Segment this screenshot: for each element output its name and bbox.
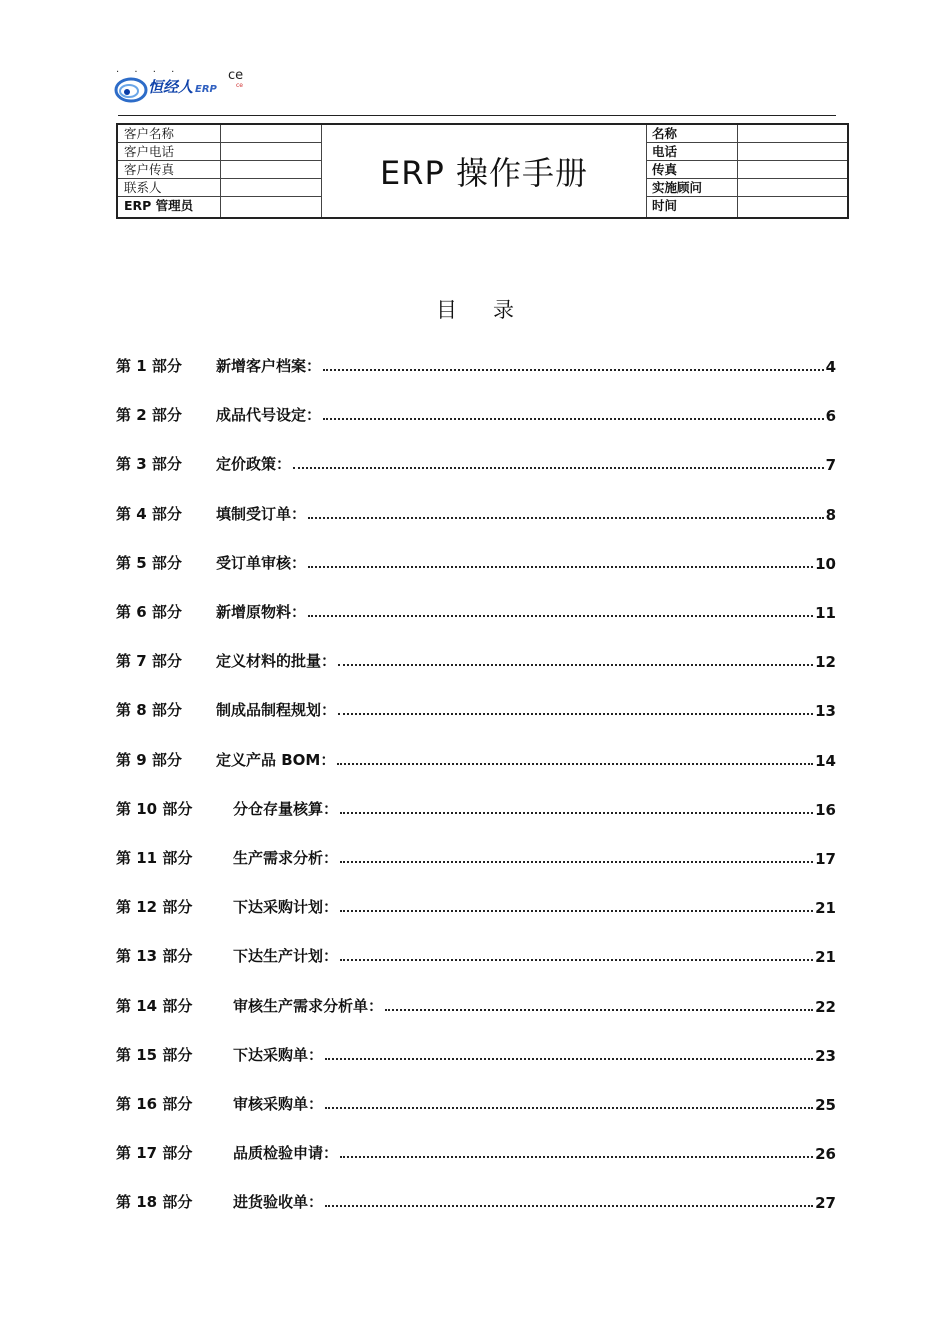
toc-entry-title: 下达采购单： [233, 1045, 324, 1064]
value-time[interactable] [737, 197, 847, 217]
toc-dot-leader [323, 369, 824, 371]
toc-part-label: 第 6 部分 [116, 603, 182, 621]
label-consultant: 实施顾问 [646, 179, 737, 197]
header-rule [118, 115, 836, 116]
toc-part-label: 第 1 部分 [116, 357, 182, 375]
toc-entry[interactable] [116, 992, 836, 1016]
toc-dot-leader [385, 1009, 813, 1011]
toc-entry[interactable] [116, 795, 836, 819]
toc-entry-title: 受订单审核： [216, 553, 307, 572]
toc-page-number: 26 [815, 1145, 836, 1164]
toc-page-number: 12 [815, 653, 836, 672]
toc-entry-title: 定价政策： [216, 455, 292, 474]
toc-entry-title: 进货验收单： [233, 1193, 324, 1212]
toc-dot-leader [340, 861, 813, 863]
right-value-column [737, 125, 847, 217]
toc-page-number: 25 [815, 1096, 836, 1114]
company-logo [110, 62, 255, 104]
toc-part-label: 第 12 部分 [116, 898, 193, 917]
toc-dot-leader [325, 1107, 813, 1109]
toc-page-number: 13 [815, 702, 836, 721]
toc-entry[interactable] [116, 647, 836, 671]
label-name: 名称 [646, 125, 737, 143]
toc-page-number: 21 [815, 948, 836, 967]
toc-entry-title: 成品代号设定： [216, 406, 322, 425]
toc-part-label: 第 10 部分 [116, 799, 193, 818]
manual-title: ERP 操作手册 [380, 154, 588, 192]
toc-entry[interactable] [116, 401, 836, 425]
toc-entry[interactable] [116, 1139, 836, 1163]
toc-entry-title: 填制受订单： [216, 504, 307, 523]
toc-page-number: 22 [815, 997, 836, 1016]
toc-page-number: 11 [815, 604, 836, 622]
toc-part-label: 第 17 部分 [116, 1144, 193, 1163]
toc-title: 目录 [436, 298, 550, 322]
toc-dot-leader [340, 959, 813, 961]
toc-page-number: 6 [825, 407, 836, 426]
toc-page-number: 27 [815, 1194, 836, 1213]
right-label-column [646, 125, 737, 217]
customer-info-table [116, 123, 849, 219]
left-value-column [220, 125, 321, 217]
value-customer-name[interactable] [220, 125, 321, 143]
toc-dot-leader [340, 910, 813, 912]
toc-entry[interactable] [116, 598, 836, 622]
toc-entry[interactable] [116, 500, 836, 524]
toc-part-label: 第 4 部分 [116, 504, 182, 523]
toc-entry-title: 制成品制程规划： [216, 701, 337, 720]
label-phone: 电话 [646, 143, 737, 161]
toc-dot-leader [308, 517, 824, 519]
toc-entry-title: 下达采购计划： [233, 898, 339, 917]
toc-entry-title: 品质检验申请： [233, 1144, 339, 1163]
logo-sub: ce [236, 82, 243, 89]
toc-entry-title: 定义材料的批量： [216, 652, 337, 671]
toc-page-number: 4 [825, 358, 836, 376]
toc-part-label: 第 9 部分 [116, 750, 182, 769]
toc-part-label: 第 3 部分 [116, 455, 182, 474]
toc-dot-leader [338, 664, 813, 666]
toc-dot-leader [325, 1058, 813, 1060]
value-contact[interactable] [220, 179, 321, 197]
left-label-column [118, 125, 220, 217]
toc-dot-leader [308, 566, 813, 568]
toc-part-label: 第 2 部分 [116, 406, 182, 425]
toc-part-label: 第 13 部分 [116, 947, 193, 966]
toc-entry-title: 审核生产需求分析单： [233, 996, 384, 1015]
toc-part-label: 第 11 部分 [116, 849, 193, 867]
toc-page-number: 23 [815, 1046, 836, 1065]
toc-entry-title: 生产需求分析： [233, 849, 339, 867]
toc-part-label: 第 16 部分 [116, 1095, 193, 1113]
toc-entry[interactable] [116, 746, 836, 770]
value-erp-admin[interactable] [220, 197, 321, 217]
toc-dot-leader [337, 763, 813, 765]
toc-dot-leader [293, 467, 824, 469]
toc-entry[interactable] [116, 549, 836, 573]
label-customer-phone: 客户电话 [118, 143, 220, 161]
toc-entry[interactable] [116, 1188, 836, 1212]
toc-dot-leader [340, 812, 813, 814]
label-customer-name: 客户名称 [118, 125, 220, 143]
toc-page-number: 7 [825, 456, 836, 475]
toc-page-number: 10 [815, 554, 836, 573]
toc-entry[interactable] [116, 942, 836, 966]
value-customer-phone[interactable] [220, 143, 321, 161]
logo-wordmark: 恒经人 ERP [148, 78, 217, 96]
toc-entry[interactable] [116, 893, 836, 917]
toc-page-number: 17 [815, 850, 836, 868]
toc-entry[interactable] [116, 844, 836, 868]
toc-entry-title: 新增原物料： [216, 603, 307, 621]
label-erp-admin: ERP 管理员 [124, 198, 194, 213]
value-fax[interactable] [737, 161, 847, 179]
label-fax: 传真 [646, 161, 737, 179]
toc-part-label: 第 14 部分 [116, 996, 193, 1015]
logo-dots: · · · · [116, 67, 181, 78]
toc-entry[interactable] [116, 450, 836, 474]
toc-entry-title: 下达生产计划： [233, 947, 339, 966]
label-contact: 联系人 [118, 179, 220, 197]
toc-part-label: 第 15 部分 [116, 1045, 193, 1064]
toc-dot-leader [323, 418, 824, 420]
value-phone[interactable] [737, 143, 847, 161]
toc-page-number: 16 [815, 800, 836, 819]
toc-entry[interactable] [116, 1090, 836, 1114]
toc-entry-title: 分仓存量核算： [233, 799, 339, 818]
logo-ce: ce [228, 68, 244, 83]
toc-part-label: 第 7 部分 [116, 652, 182, 671]
divider [321, 125, 322, 217]
toc-entry[interactable] [116, 696, 836, 720]
toc-entry[interactable] [116, 352, 836, 376]
value-customer-fax[interactable] [220, 161, 321, 179]
toc-part-label: 第 5 部分 [116, 553, 182, 572]
toc-part-label: 第 8 部分 [116, 701, 182, 720]
value-name[interactable] [737, 125, 847, 143]
toc-page-number: 14 [815, 751, 836, 770]
toc-dot-leader [338, 713, 813, 715]
toc-page-number: 21 [815, 899, 836, 918]
toc-page-number: 8 [825, 505, 836, 524]
toc-dot-leader [325, 1205, 813, 1207]
toc-part-label: 第 18 部分 [116, 1193, 193, 1212]
label-customer-fax: 客户传真 [118, 161, 220, 179]
toc-dot-leader [340, 1156, 813, 1158]
value-consultant[interactable] [737, 179, 847, 197]
toc-entry-title: 新增客户档案： [216, 357, 322, 375]
toc-entry[interactable] [116, 1041, 836, 1065]
toc-entry-title: 定义产品 BOM： [216, 750, 336, 769]
toc-entry-title: 审核采购单： [233, 1095, 324, 1113]
toc-dot-leader [308, 615, 813, 617]
label-time: 时间 [652, 198, 678, 213]
